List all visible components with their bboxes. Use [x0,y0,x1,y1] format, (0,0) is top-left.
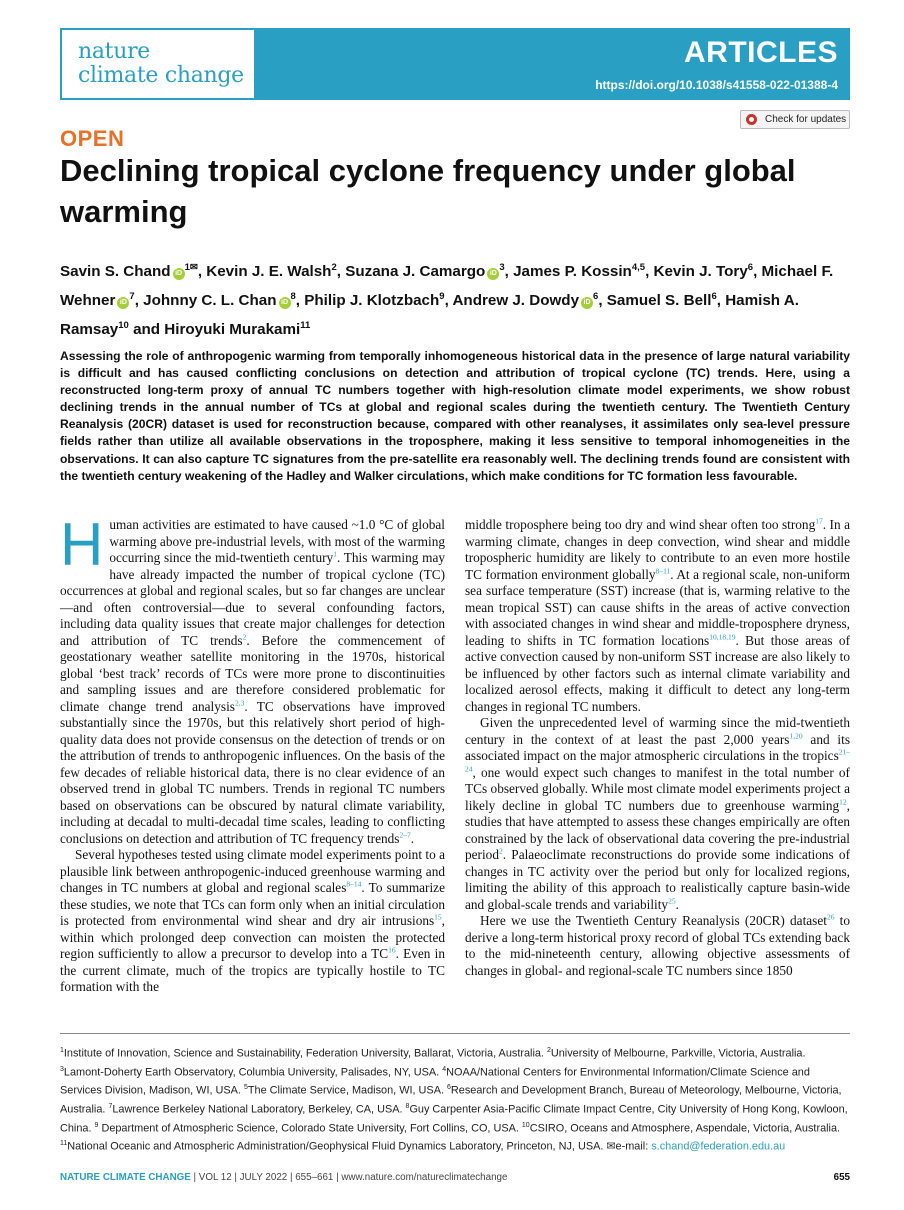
affiliation-number: 6 [447,1084,451,1092]
affiliation-number: 8 [405,1102,410,1110]
affiliation-number: 7 [108,1102,113,1110]
citation-ref[interactable]: 2 [498,846,503,856]
author-name[interactable]: Hiroyuki Murakami [164,321,301,339]
author-name[interactable]: Michael F. Wehner [60,263,834,310]
body-paragraph: middle troposphere being too dry and wind shear often too strong$^{17}$. In a warming climate, changes in deep convection, wind shear and middle tropospheric humidity are likely to contribute to an even more hostile TC formation environment globally$^{8-11}$. At a regional scale, non-uniform sea surface temperature (SST) increase (that is, warming relative to the mean tropical SST) can cause shifts in the areas of active convection with associated changes in wind shear and middle-troposphere dryness, leading to shifts in TC formation locations$^{10,18,19}$. But those areas of active convection caused by non-uniform SST increase are also likely to be influenced by other factors such as internal climate variability and localized aerosol effects, making it difficult to detect any long-term changes in regional TC numbers. [465,516,850,714]
affiliation-number: 9 [94,1121,99,1129]
open-access-label: OPEN [60,126,125,151]
check-for-updates-label: Check for updates [765,114,847,125]
affiliation-number: 10 [521,1121,530,1129]
citation-ref[interactable]: 2,3 [234,698,245,708]
body-paragraph: Human activities are estimated to have caused ~1.0 °C of global warming above pre-industrial levels, with most of the warming occurring since the mid-twentieth century$^1$. This warming may have already impacted the number of tropical cyclone (TC) occurrences at global and regional scales, but so far changes are unclear—and often controversial—due to several confounding factors, including data quality issues that create major challenges for detection and attribution of TC trends$^2$. Before the commencement of geostationary weather satellite monitoring in the 1970s, historical global ‘best track’ records of TCs were more prone to discontinuities and sampling issues and are therefore considered problematic for climate change trend analysis$^{2,3}$. TC observations have improved substantially since the 1970s, but this relatively short period of high-quality data does not provide consensus on the detection of trends or on the attribution of trends to anthropogenic influences. On the basis of the few decades of reliable historical data, there is no clear evidence of an observed trend in global TC numbers. Trends in regional TC numbers based on observations can be obscured by natural climate variability, including at decadal to multi-decadal time scales, leading to conflicting conclusions on detection and attribution of TC frequency trends$^{2-7}$. [60,511,446,846]
doi-link[interactable]: https://doi.org/10.1038/s41558-022-01388-4 [595,78,838,92]
author-name[interactable]: Hamish A. Ramsay [60,292,799,339]
orcid-icon[interactable]: iD [581,297,593,309]
abstract: Assessing the role of anthropogenic warming from temporally inhomogeneous historical data in the presence of large natural variability is difficult and has caused conflicting conclusions on detection and attribution of tropical cyclone (TC) trends. Here, using a reconstructed long-term proxy of annual TC numbers together with high-resolution climate model experiments, we show robust declining trends in the annual number of TCs at global and regional scales during the twentieth century. The Twentieth Century Reanalysis (20CR) dataset is used for reconstruction because, compared with other reanalyses, it assimilates only sea-level pressure fields rather than utilize all available observations in the troposphere, making it less sensitive to temporal inhomogeneities in the observations. It can also capture TC signatures from the pre-satellite era reasonably well. The declining trends found are consistent with the twentieth century weakening of the Hadley and Walker circulations, which make conditions for TC formation less favourable. [60,349,850,483]
footer-journal: NATURE CLIMATE CHANGE [60,1172,191,1183]
affiliation-text: CSIRO, Oceans and Atmosphere, Aspendale, Victoria, Australia. [529,1122,841,1135]
citation-ref[interactable]: 21–24 [465,747,850,774]
orcid-icon[interactable]: iD [173,268,185,280]
logo-line-2: climate change [78,63,244,88]
affiliation-text: Department of Atmospheric Science, Colorado State University, Fort Collins, CO, USA. [98,1122,522,1135]
author-list: Savin S. Chand $iD^{1✉}$, Kevin J. E. Walsh$^2$, Suzana J. Camargo $iD^3$, James P. Kossin$^{4,5}$, Kevin J. Tory$^6$, Michael F. Wehner $iD^7$, Johnny C. L. Chan $iD^8$, Philip J. Klotzbach$^9$, Andrew J. Dowdy $iD^6$, Samuel S. Bell$^6$, Hamish A. Ramsay$^{10}$ and Hiroyuki Murakami$^{11}$ [60,262,834,339]
footnote-divider [60,1033,850,1034]
drop-cap: H [60,511,104,578]
citation-ref[interactable]: 8–14 [346,879,362,889]
orcid-icon[interactable]: iD [487,268,499,280]
affiliations [60,1043,850,1155]
crossmark-icon [746,114,757,125]
author-affiliation-marker: 6 [593,291,599,303]
citation-ref[interactable]: 26 [826,912,835,922]
citation-ref[interactable]: 8–11 [655,566,671,576]
email-label: ✉e-mail: [606,1140,652,1153]
citation-ref[interactable]: 12 [839,797,847,807]
author-affiliation-marker: 4,5 [631,262,646,273]
logo-line-1: nature [78,39,151,64]
author-affiliation-marker: 10 [118,320,129,332]
affiliation-text: Lamont-Doherty Earth Observatory, Columbia University, Palisades, NY, USA. [63,1066,443,1079]
author-name[interactable]: Philip J. Klotzbach [304,292,440,310]
citation-ref[interactable]: 1 [333,549,337,559]
author-name[interactable]: Andrew J. Dowdy [452,292,580,310]
author-affiliation-marker: 7 [129,291,135,303]
affiliation-number: 2 [546,1047,551,1054]
citation-ref[interactable]: 2 [242,632,247,642]
body-paragraph: Given the unprecedented level of warming since the mid-twentieth century in the context of at least the past 2,000 years$^{1,20}$ and its associated impact on the major atmospheric circulations in the tropics$^{21-24}$, one would expect such changes to manifest in the total number of TCs observed globally. While most climate model experiments project a likely decline in global TC numbers due to greenhouse warming$^{12}$, studies that have attempted to assess these changes empirically are often constrained by the lack of observational data covering the pre-industrial period$^2$. Palaeoclimate reconstructions do provide some indications of changes in TC activity over the period but only for localized regions, limiting the ability of this approach to realistically capture basin-wide and global-scale trends and variability$^{25}$. [465,715,850,912]
page-footer [60,1172,850,1183]
author-name[interactable]: Suzana J. Camargo [345,263,486,281]
body-paragraph: Here we use the Twentieth Century Reanalysis (20CR) dataset$^{26}$ to derive a long-term historical proxy record of global TCs extending back to the mid-nineteenth century, allowing objective assessments of changes in global- and regional-scale TC numbers since 1850 [465,912,851,978]
author-affiliation-marker: 1✉ [184,262,198,273]
email-link[interactable]: s.chand@federation.edu.au [651,1140,786,1153]
author-affiliation-marker: 11 [300,320,311,332]
article-title: Declining tropical cyclone frequency under global warming [60,153,796,229]
author-affiliation-marker: 2 [331,262,337,273]
citation-ref[interactable]: 25 [668,896,676,906]
affiliation-text: NOAA/National Centers for Environmental Information/Climate Science and Services Division, Madison, WI, USA. [60,1066,810,1097]
author-name[interactable]: James P. Kossin [513,263,632,281]
orcid-icon[interactable]: iD [117,297,129,309]
author-name[interactable]: Johnny C. L. Chan [143,292,277,310]
footer-meta: | VOL 12 | JULY 2022 | 655–661 | www.nature.com/natureclimatechange [190,1172,508,1183]
author-affiliation-marker: 6 [711,291,717,303]
author-affiliation-marker: 8 [290,291,296,303]
author-affiliation-marker: 6 [747,262,754,273]
author-affiliation-marker: 3 [499,262,505,273]
section-title: ARTICLES [684,36,838,69]
body-paragraph: Several hypotheses tested using climate model experiments point to a plausible link between anthropogenic-induced greenhouse warming and changes in TC numbers at global and regional scales$^{8-14}$. To summarize these studies, we note that TCs can form only when an initial circulation is protected from environmental wind shear and dry air intrusions$^{15}$, within which prolonged deep convection can moisten the protected region sufficiently to allow a precursor to develop into a TC$^{16}$. Even in the current climate, much of the tropics are typically hostile to TC formation with the [60,847,446,994]
affiliation-number: 4 [442,1065,447,1073]
affiliation-number: 5 [243,1084,248,1092]
citation-ref[interactable]: 15 [434,912,442,922]
affiliation-number: 3 [60,1065,64,1073]
body-column-left [60,511,446,996]
orcid-icon[interactable]: iD [279,297,291,309]
author-name[interactable]: Kevin J. E. Walsh [206,263,332,281]
citation-ref[interactable]: 2–7 [399,830,411,840]
affiliation-text: Institute of Innovation, Science and Sustainability, Federation University, Ballarat, Victoria, Australia. [63,1047,547,1060]
affiliation-number: 1 [60,1047,64,1054]
citation-ref[interactable]: 1,20 [789,731,803,741]
check-for-updates-button[interactable] [740,110,850,129]
author-affiliation-marker: 9 [439,291,445,303]
page-number: 655 [833,1172,850,1183]
citation-ref[interactable]: 16 [388,945,396,955]
author-name[interactable]: Kevin J. Tory [653,263,748,281]
affiliation-text: Guy Carpenter Asia-Pacific Climate Impact Centre, City University of Hong Kong, Kowloon, China. [60,1103,848,1135]
section-banner [256,28,850,100]
affiliation-text: The Climate Service, Madison, WI, USA. [247,1084,448,1097]
journal-logo[interactable] [60,28,256,100]
body-column-right [465,517,850,979]
affiliation-text: Lawrence Berkeley National Laboratory, Berkeley, CA, USA. [112,1103,406,1116]
affiliation-text: National Oceanic and Atmospheric Administration/Geophysical Fluid Dynamics Laboratory, Princeton, NJ, USA. [67,1140,607,1153]
citation-ref[interactable]: 17 [815,516,823,526]
affiliation-number: 11 [60,1140,68,1148]
affiliation-text: University of Melbourne, Parkville, Victoria, Australia. [550,1047,806,1060]
affiliation-text: Research and Development Branch, Bureau of Meteorology, Melbourne, Victoria, Australia. [60,1084,842,1116]
author-name[interactable]: Samuel S. Bell [606,292,712,310]
author-name[interactable]: Savin S. Chand [60,263,171,281]
citation-ref[interactable]: 10,18,19 [709,632,736,642]
